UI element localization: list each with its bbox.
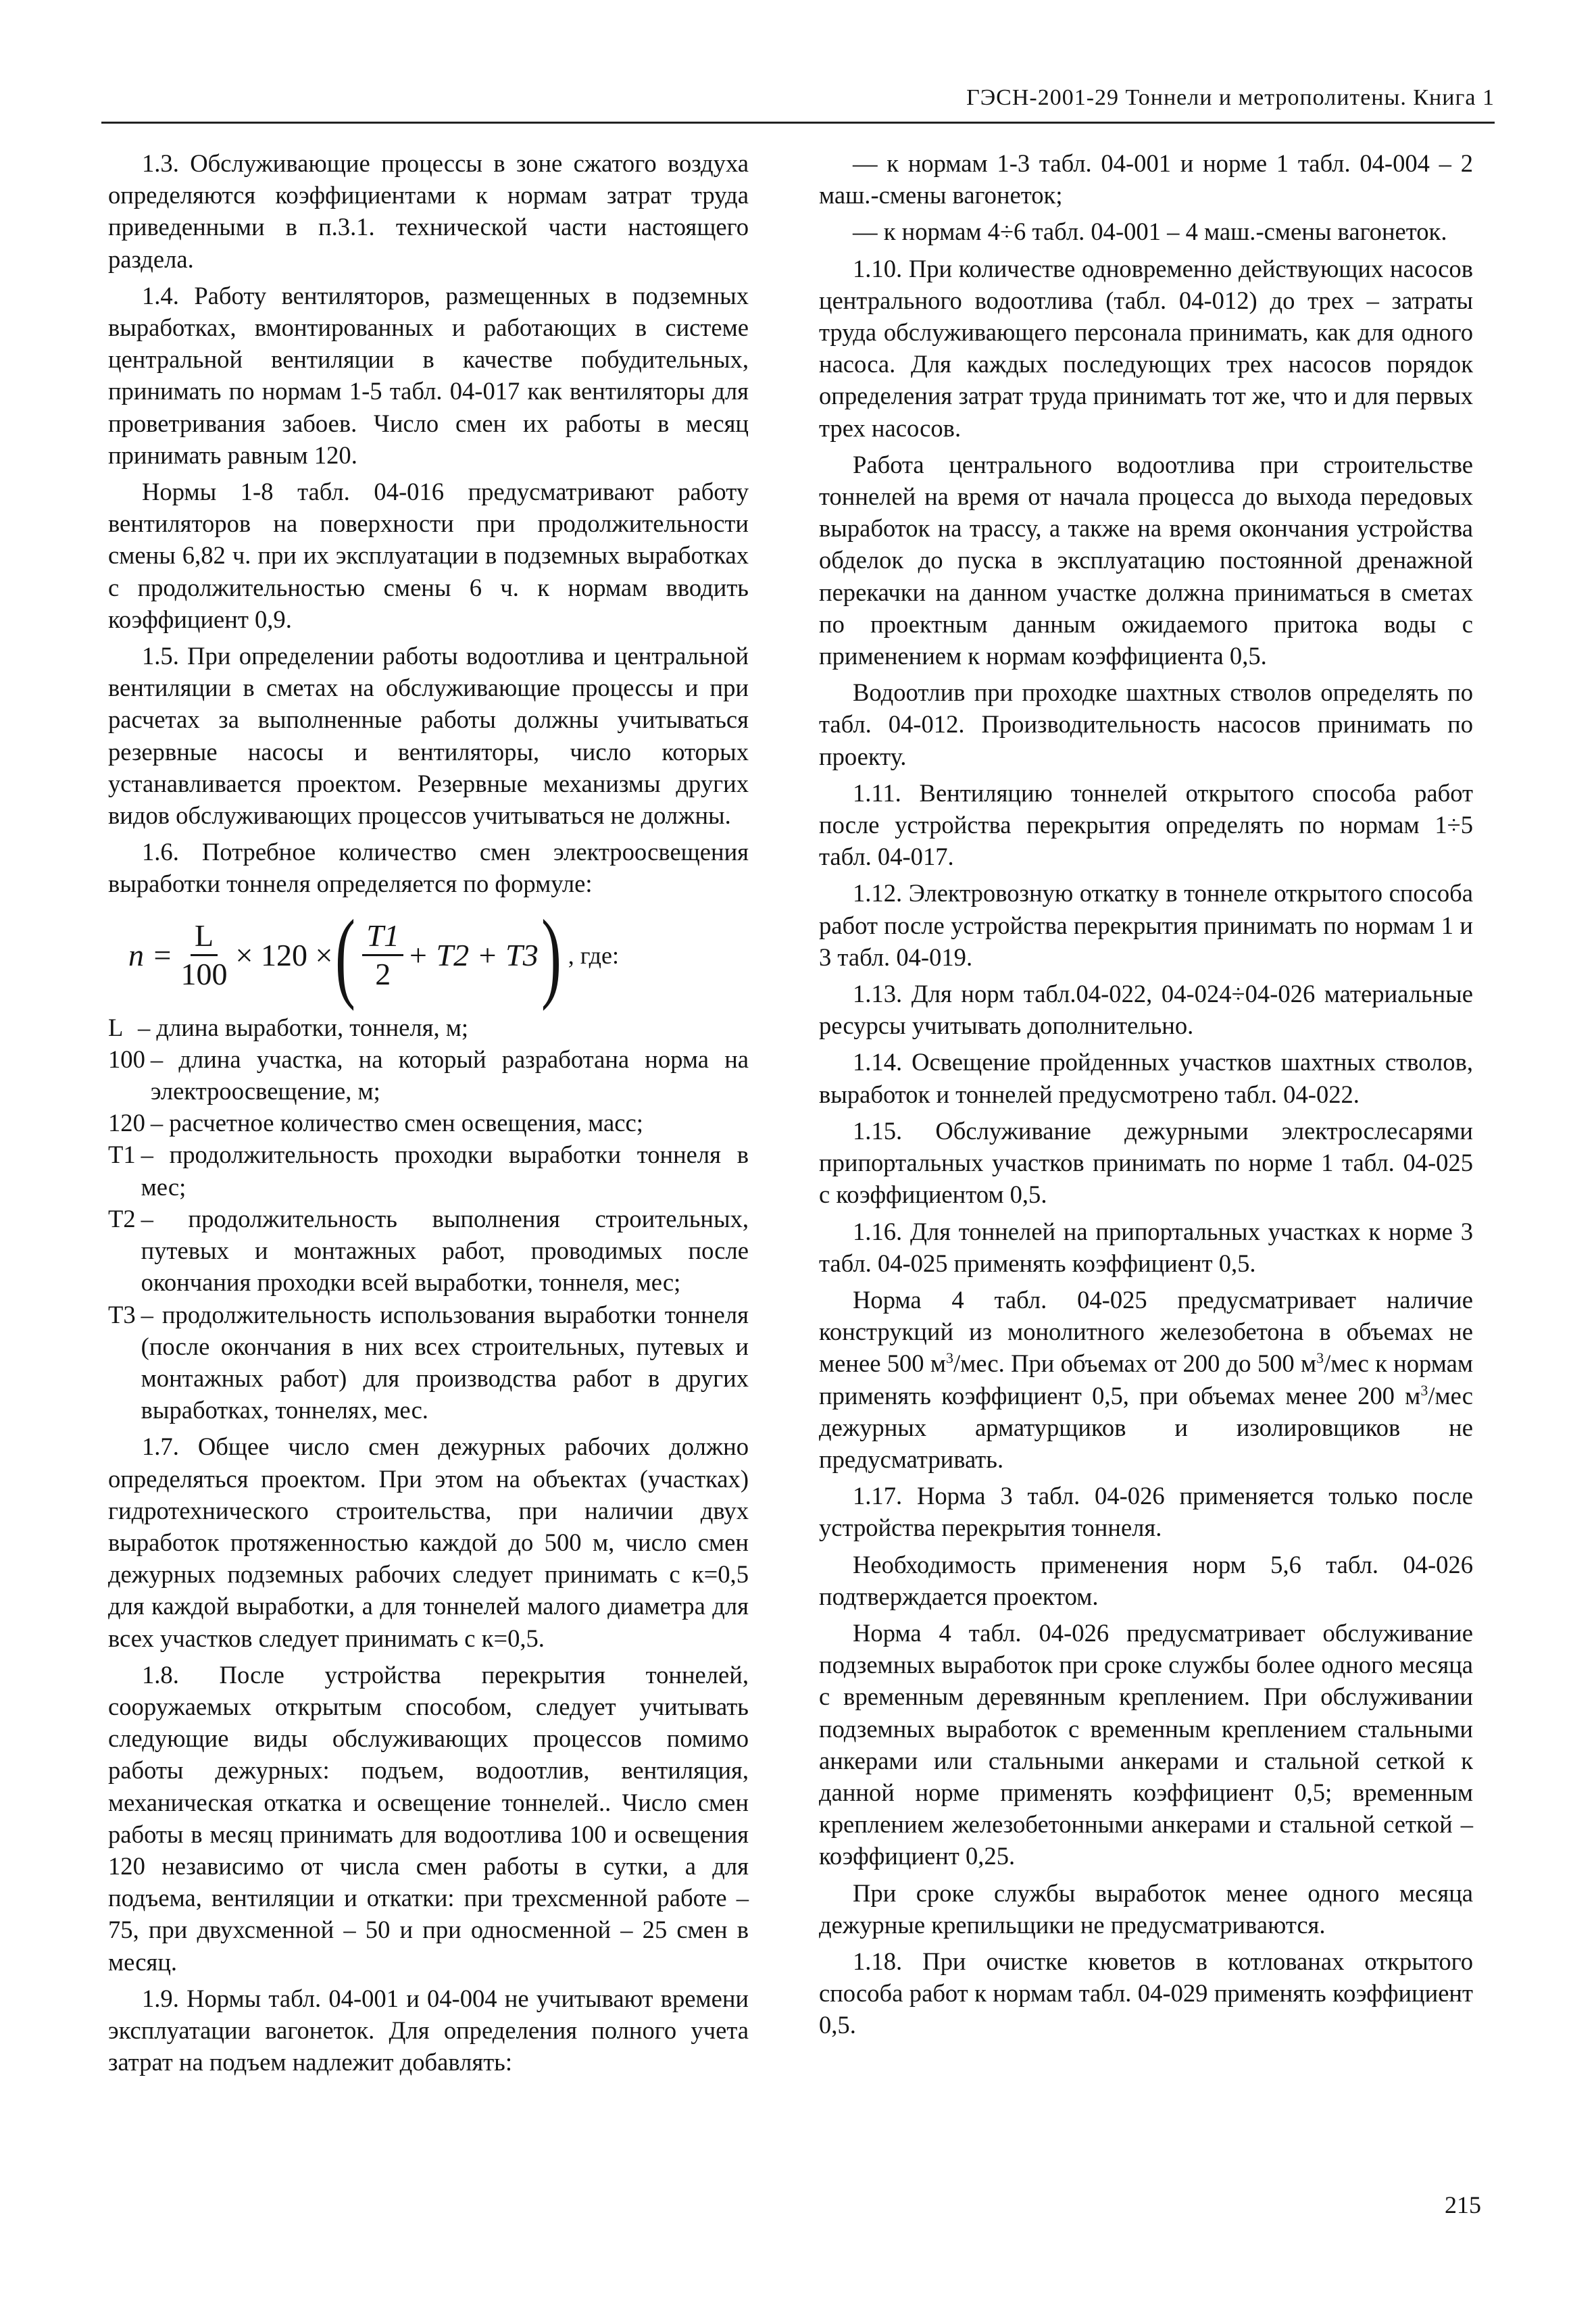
definition-item (108, 1299, 749, 1426)
paragraph-1-11: 1.11. Вентиляцию тоннелей открытого способа работ после устройства перекрытия определять по нормам 1÷5 табл. 04-017. (819, 778, 1473, 871)
formula-suffix: , где: (568, 941, 619, 969)
left-column (108, 147, 749, 2083)
paragraph-1-10-shafts: Водоотлив при проходке шахтных стволов определять по табл. 04-012. Производительность насосов принимать по проекту. (819, 678, 1473, 770)
definition-description: – продолжительность использования выработки тоннеля (после окончания в них всех строительных, путевых и монтажных работ) для производства работ в других выработках, тоннелях, мес. (141, 1300, 749, 1424)
definition-term: Т2 (108, 1204, 136, 1233)
text-run: Норма 4 табл. 04-025 предусматривает наличие конструкций из монолитного железобетона в объемах не менее 500 м (819, 1285, 1473, 1378)
paragraph-1-5: 1.5. При определении работы водоотлива и центральной вентиляции в сметах на обслуживающие процессы и при расчетах за выполненные работы должны учитываться резервные насосы и вентиляторы, число которых устанавливается проектом. Резервные механизмы других видов обслуживающих процессов учитываться не должны. (108, 642, 749, 830)
paragraph-1-16: 1.16. Для тоннелей на припортальных участках к норме 3 табл. 04-025 применять коэффициент 0,5. (819, 1217, 1473, 1277)
formula-numerator: L (191, 920, 218, 956)
formula-inner-rest: + T2 + T3 (407, 937, 539, 972)
superscript: 3 (1420, 1381, 1428, 1399)
definition-item (108, 1107, 749, 1139)
paragraph-1-16-norm4 (819, 1284, 1473, 1475)
running-header (101, 85, 1495, 124)
definition-item (108, 1043, 749, 1107)
superscript: 3 (1316, 1349, 1324, 1367)
definition-item (108, 1203, 749, 1299)
definition-item (108, 1012, 749, 1043)
definition-term: 120 (108, 1109, 145, 1137)
paragraph-1-10-drainage: Работа центрального водоотлива при строительстве тоннелей на время от начала процесса до выхода передовых выработок на трассу, а также на время окончания устройства обделок до пуска в эксплуатацию постоянной дренажной перекачки на данном участке должна приниматься в сметах по проектным данным ожидаемого притока воды с применением к нормам коэффициента 0,5. (819, 450, 1473, 670)
text-run: /мес к нормам применять коэффициент 0,5, при объемах менее 200 м (819, 1349, 1473, 1410)
text-run: /мес. При объемах от 200 до 500 м (953, 1349, 1317, 1378)
definition-description: – продолжительность выполнения строительных, путевых и монтажных работ, проводимых после окончания проходки всей выработки, тоннеля, мес; (141, 1204, 749, 1297)
formula-inner-fraction (362, 920, 403, 990)
paragraph-1-18: 1.18. При очистке кюветов в котлованах открытого способа работ к нормам табл. 04-029 применять коэффициент 0,5. (819, 1947, 1473, 2039)
definition-term: 100 (108, 1045, 145, 1073)
running-title: ГЭСН-2001-29 Тоннели и метрополитены. Книга 1 (966, 85, 1495, 110)
paragraph-1-4: 1.4. Работу вентиляторов, размещенных в подземных выработках, вмонтированных и работающих в системе центральной вентиляции в качестве побудительных, принимать по нормам 1-5 табл. 04-017 как вентиляторы для проветривания забоев. Число смен их работы в месяц принимать равным 120. (108, 281, 749, 469)
definition-term: Т3 (108, 1300, 136, 1328)
paragraph-1-6: 1.6. Потребное количество смен электроосвещения выработки тоннеля определяется по формуле: (108, 838, 749, 898)
formula-multiplier: × 120 × (235, 937, 333, 972)
definition-item (108, 1139, 749, 1202)
paragraph-1-17-short-term: При сроке службы выработок менее одного месяца дежурные крепильщики не предусматриваются. (819, 1878, 1473, 1939)
lighting-shift-formula (108, 899, 749, 1012)
superscript: 3 (945, 1349, 953, 1367)
paragraph-1-15: 1.15. Обслуживание дежурными электрослесарями припортальных участков принимать по норме 1 табл. 04-025 с коэффициентом 0,5. (819, 1116, 1473, 1209)
formula-open-paren: ( (335, 899, 356, 1012)
definition-description: – длина участка, на который разработана норма на электроосвещение, м; (150, 1045, 749, 1105)
paragraph-1-9: 1.9. Нормы табл. 04-001 и 04-004 не учитывают времени эксплуатации вагонеток. Для определения полного учета затрат на подъем надлежит добавлять: (108, 1984, 749, 2076)
definition-term: L (108, 1013, 124, 1041)
paragraph-1-10: 1.10. При количестве одновременно действующих насосов центрального водоотлива (табл. 04-012) до трех – затраты труда обслуживающего персонала принимать, как для одного насоса. Для каждых последующих трех насосов порядок определения затрат труда принимать тот же, что и для первых трех насосов. (819, 254, 1473, 442)
formula-lhs: n = (128, 937, 173, 972)
paragraph-1-7: 1.7. Общее число смен дежурных рабочих должно определяться проектом. При этом на объектах (участках) гидротехнического строительства, при наличии двух выработок протяженностью каждой до 500 м, число смен дежурных подземных рабочих следует принимать с к=0,5 для каждой выработки, а для тоннелей малого диаметра для всех участков следует принимать с к=0,5. (108, 1433, 749, 1652)
definition-term: Т1 (108, 1141, 136, 1169)
paragraph-1-17-necessity: Необходимость применения норм 5,6 табл. 04-026 подтверждается проектом. (819, 1550, 1473, 1610)
paragraph-1-17-norm4: Норма 4 табл. 04-026 предусматривает обслуживание подземных выработок при сроке службы более одного месяца с временным деревянным креплением. При обслуживании подземных выработок с временным креплением стальными анкерами или стальными анкерами и стальной сеткой к данной норме применять коэффициент 0,5; временным креплением железобетонными анкерами и стальной сеткой – коэффициент 0,25. (819, 1618, 1473, 1870)
definition-description: – длина выработки, тоннеля, м; (138, 1013, 469, 1041)
paragraph-1-3: 1.3. Обслуживающие процессы в зоне сжатого воздуха определяются коэффициентами к нормам затрат труда приведенными в п.3.1. технической части настоящего раздела. (108, 149, 749, 273)
dash-item-2: — к нормам 4÷6 табл. 04-001 – 4 маш.-смены вагонеток. (853, 218, 1447, 246)
paragraph-1-17: 1.17. Норма 3 табл. 04-026 применяется только после устройства перекрытия тоннеля. (819, 1482, 1473, 1542)
paragraph-1-12: 1.12. Электровозную откатку в тоннеле открытого способа работ после устройства перекрытия принимать по нормам 1 и 3 табл. 04-019. (819, 879, 1473, 971)
definition-description: – расчетное количество смен освещения, масс; (150, 1109, 643, 1137)
paragraph-1-4-norms: Нормы 1-8 табл. 04-016 предусматривают работу вентиляторов на поверхности при продолжительности смены 6,82 ч. при их эксплуатации в подземных выработках с продолжительностью смены 6 ч. к нормам вводить коэффициент 0,9. (108, 478, 749, 633)
paragraph-1-14: 1.14. Освещение пройденных участков шахтных стволов, выработок и тоннелей предусмотрено табл. 04-022. (819, 1048, 1473, 1108)
paragraph-1-13: 1.13. Для норм табл.04-022, 04-024÷04-026 материальные ресурсы учитывать дополнительно. (819, 980, 1473, 1040)
right-column (819, 147, 1473, 2046)
formula-fraction (177, 920, 232, 990)
formula-denominator: 100 (180, 957, 228, 992)
text-run: /мес дежурных арматурщиков и изолировщиков не предусматривать. (819, 1381, 1473, 1473)
paragraph-1-8: 1.8. После устройства перекрытия тоннелей, сооружаемых открытым способом, следует учитывать следующие виды обслуживающих процессов помимо работы дежурных: подъем, водоотлив, вентиляция, механическая откатка и освещение тоннелей.. Число смен работы в месяц принимать для водоотлива 100 и освещения 120 независимо от числа смен работы в сутки, а для подъема, вентиляции и откатки: при трехсменной работе – 75, при двухсменной – 50 и при односменной – 25 смен в месяц. (108, 1660, 749, 1976)
formula-close-paren: ) (541, 899, 562, 1012)
page-number: 215 (1445, 2191, 1481, 2218)
formula-definitions (108, 1012, 749, 1426)
definition-description: – продолжительность проходки выработки тоннеля в мес; (141, 1141, 749, 1201)
dash-item-1: — к нормам 1-3 табл. 04-001 и норме 1 табл. 04-004 – 2 маш.-смены вагонеток; (819, 149, 1473, 209)
formula-inner-numerator: T1 (362, 920, 403, 956)
formula-inner-denominator: 2 (375, 957, 391, 992)
